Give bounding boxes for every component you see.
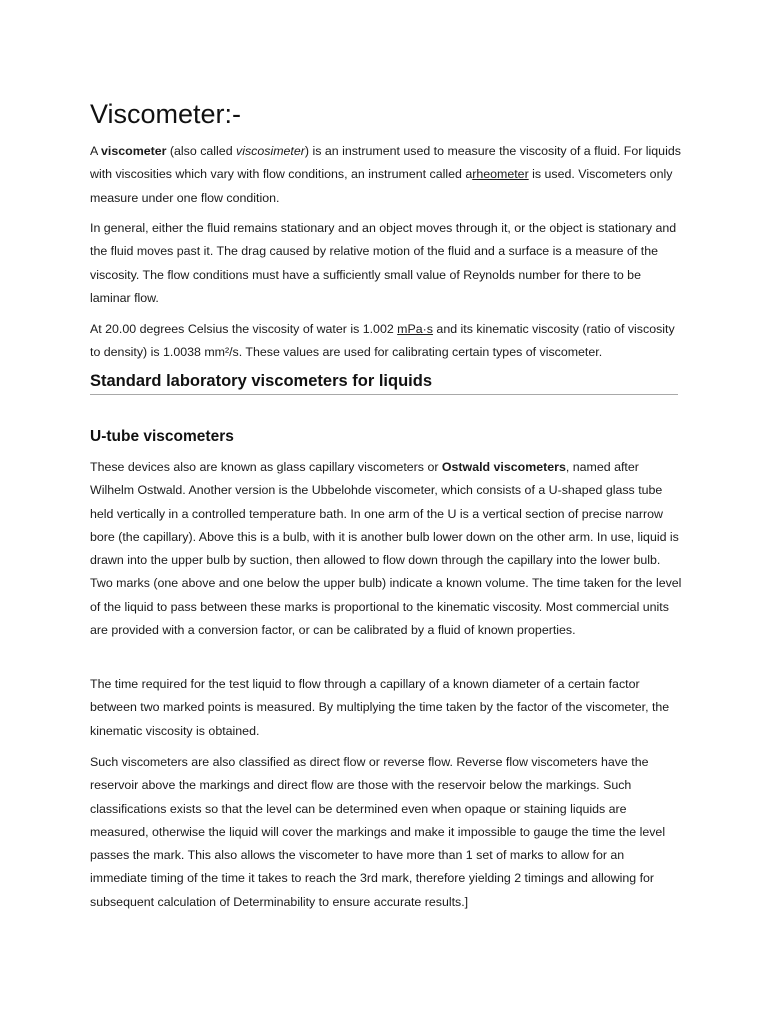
section-divider xyxy=(90,394,678,395)
classification-paragraph: Such viscometers are also classified as direct flow or reverse flow. Reverse flow viscometers have the reservoir above the markings and direct flow are those with the reservoir below the markings. Such classifications exists so that the level can be determined even when opaque or staining liquids are measured, otherwise the liquid will cover the markings and make it impossible to gauge the time the level passes the mark. This also allows the viscometer to have more than 1 set of marks to allow for an immediate timing of the time it takes to reach the 3rd mark, therefore yielding 2 timings and allowing for subsequent calculation of Determinability to ensure accurate results.] xyxy=(90,755,666,909)
general-paragraph: In general, either the fluid remains stationary and an object moves through it, or the object is stationary and the fluid moves past it. The drag caused by relative motion of the fluid and a surface is a measure of the viscosity. The flow conditions must have a sufficiently small value of Reynolds number for there to be laminar flow. xyxy=(90,221,677,305)
water-text-after: and its kinematic viscosity (ratio of viscosity to density) is 1.0038 mm²/s. These values are used for calibrating certain types of viscometer. xyxy=(90,322,675,360)
intro-text-a: A xyxy=(90,144,102,158)
water-viscosity-paragraph xyxy=(90,318,682,365)
water-text-before: At 20.00 degrees Celsius the viscosity of water is 1.002 xyxy=(90,322,398,336)
intro-text-also: (also called xyxy=(166,144,237,158)
u-tube-text-after: , named after Wilhelm Ostwald. Another version is the Ubbelohde viscometer, which consists of a U-shaped glass tube held vertically in a controlled temperature bath. In one arm of the U is a vertical section of precise narrow bore (the capillary). Above this is a bulb, with it is another bulb lower down on the other arm. In use, liquid is drawn into the upper bulb by suction, then allowed to flow down through the capillary into the lower bulb. Two marks (one above and one below the upper bulb) indicate a known volume. The time taken for the level of the liquid to pass between these marks is proportional to the kinematic viscosity. Most commercial units are provided with a conversion factor, or can be calibrated by a fluid of known properties. xyxy=(90,460,682,638)
intro-paragraph xyxy=(90,140,682,210)
intro-term-italic: viscosimeter xyxy=(236,144,305,158)
intro-term-bold: viscometer xyxy=(101,144,167,158)
mpa-s-link[interactable]: mPa·s xyxy=(397,322,433,336)
ostwald-bold: Ostwald viscometers xyxy=(441,460,566,474)
u-tube-paragraph xyxy=(90,456,682,642)
intro-text-rest1: ) is an instrument used to measure the viscosity of a fluid. For liquids with viscosities which vary with flow conditions, an instrument called a xyxy=(90,144,681,182)
subsection-heading: U-tube viscometers xyxy=(90,428,234,445)
time-required-paragraph: The time required for the test liquid to flow through a capillary of a known diameter of a certain factor between two marked points is measured. By multiplying the time taken by the factor of the viscometer, the kinematic viscosity is obtained. xyxy=(90,677,670,738)
u-tube-text-before: These devices also are known as glass capillary viscometers or xyxy=(90,460,442,474)
intro-text-rest2: is used. Viscometers only measure under one flow condition. xyxy=(90,167,673,205)
rheometer-link[interactable]: rheometer xyxy=(472,167,529,182)
page-title: Viscometer:- xyxy=(90,99,242,129)
section-heading: Standard laboratory viscometers for liquids xyxy=(90,372,433,390)
